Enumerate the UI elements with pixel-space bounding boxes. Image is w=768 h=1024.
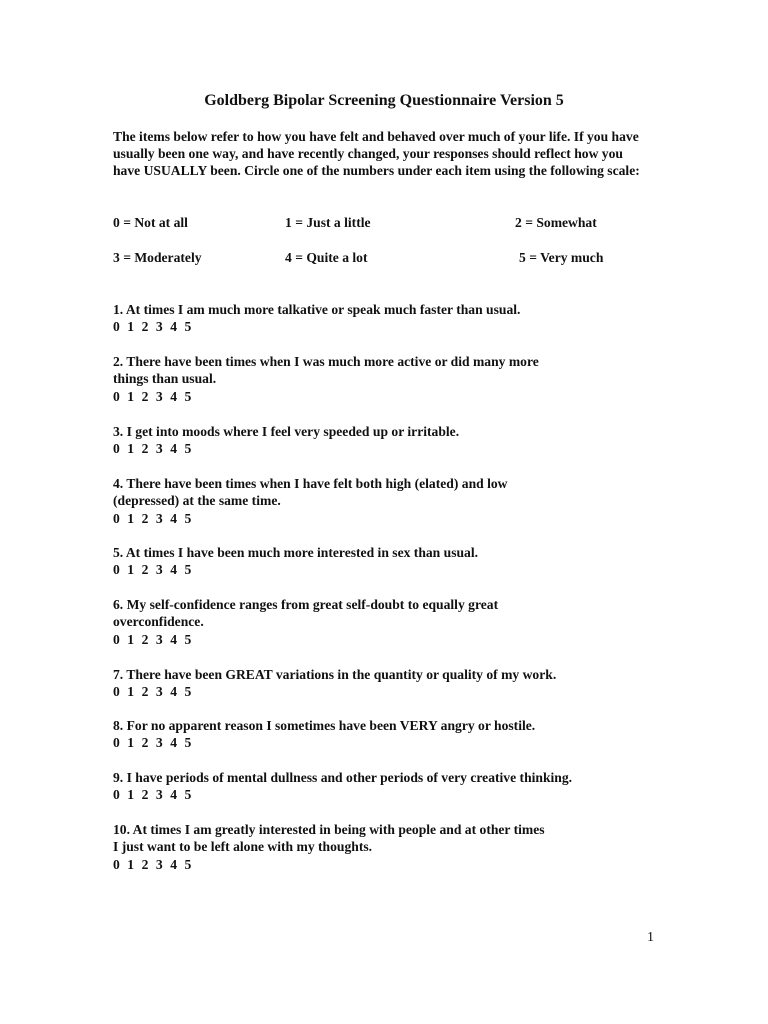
option-3[interactable]: 3 bbox=[155, 510, 163, 526]
option-5[interactable]: 5 bbox=[184, 684, 192, 700]
option-0[interactable]: 0 bbox=[113, 684, 120, 700]
answer-options bbox=[113, 856, 653, 873]
option-2[interactable]: 2 bbox=[141, 631, 149, 647]
option-5[interactable]: 5 bbox=[184, 562, 192, 578]
option-0[interactable]: 0 bbox=[113, 787, 120, 803]
option-1[interactable]: 1 bbox=[127, 441, 135, 457]
question-text: 6. My self-confidence ranges from great self-doubt to equally great overconfidence. bbox=[113, 597, 499, 630]
option-4[interactable]: 4 bbox=[170, 631, 177, 647]
question-text: 8. For no apparent reason I sometimes have been VERY angry or hostile. bbox=[113, 718, 536, 733]
option-2[interactable]: 2 bbox=[141, 684, 149, 700]
question-item bbox=[113, 717, 653, 752]
option-4[interactable]: 4 bbox=[170, 684, 177, 700]
question-item bbox=[113, 666, 653, 701]
answer-options bbox=[113, 734, 653, 751]
option-2[interactable]: 2 bbox=[141, 562, 149, 578]
option-1[interactable]: 1 bbox=[127, 562, 135, 578]
answer-options bbox=[113, 440, 653, 457]
scale-label-4: 4 = Quite a lot bbox=[285, 250, 368, 265]
answer-options bbox=[113, 631, 653, 648]
question-text: 3. I get into moods where I feel very speeded up or irritable. bbox=[113, 424, 460, 439]
option-1[interactable]: 1 bbox=[127, 388, 135, 404]
option-3[interactable]: 3 bbox=[155, 319, 163, 335]
option-4[interactable]: 4 bbox=[170, 319, 177, 335]
option-3[interactable]: 3 bbox=[155, 684, 163, 700]
option-4[interactable]: 4 bbox=[170, 856, 177, 872]
option-4[interactable]: 4 bbox=[170, 441, 177, 457]
scale-label-5: 5 = Very much bbox=[519, 250, 604, 265]
option-3[interactable]: 3 bbox=[155, 441, 163, 457]
option-5[interactable]: 5 bbox=[184, 735, 192, 751]
option-0[interactable]: 0 bbox=[113, 631, 120, 647]
question-item bbox=[113, 353, 653, 405]
scale-label-0: 0 = Not at all bbox=[113, 215, 188, 230]
option-4[interactable]: 4 bbox=[170, 562, 177, 578]
option-5[interactable]: 5 bbox=[184, 319, 192, 335]
question-item bbox=[113, 544, 653, 579]
scale-label-2: 2 = Somewhat bbox=[515, 215, 597, 230]
question-item bbox=[113, 769, 653, 804]
page-number: 1 bbox=[647, 930, 654, 945]
option-4[interactable]: 4 bbox=[170, 735, 177, 751]
option-1[interactable]: 1 bbox=[127, 735, 135, 751]
question-item bbox=[113, 475, 653, 527]
option-4[interactable]: 4 bbox=[170, 510, 177, 526]
question-text: 7. There have been GREAT variations in the quantity or quality of my work. bbox=[113, 667, 557, 682]
option-1[interactable]: 1 bbox=[127, 856, 135, 872]
question-item bbox=[113, 423, 653, 458]
scale-label-3: 3 = Moderately bbox=[113, 250, 202, 265]
option-3[interactable]: 3 bbox=[155, 856, 163, 872]
option-3[interactable]: 3 bbox=[155, 562, 163, 578]
option-5[interactable]: 5 bbox=[184, 388, 192, 404]
question-item bbox=[113, 301, 653, 336]
option-4[interactable]: 4 bbox=[170, 388, 177, 404]
option-4[interactable]: 4 bbox=[170, 787, 177, 803]
option-0[interactable]: 0 bbox=[113, 319, 120, 335]
answer-options bbox=[113, 510, 653, 527]
option-1[interactable]: 1 bbox=[127, 319, 135, 335]
question-text: 2. There have been times when I was much more active or did many more things than usual. bbox=[113, 354, 539, 387]
question-text: 5. At times I have been much more interested in sex than usual. bbox=[113, 545, 479, 560]
question-text: 9. I have periods of mental dullness and other periods of very creative thinking. bbox=[113, 770, 573, 785]
option-0[interactable]: 0 bbox=[113, 735, 120, 751]
option-2[interactable]: 2 bbox=[141, 735, 149, 751]
option-1[interactable]: 1 bbox=[127, 684, 135, 700]
option-0[interactable]: 0 bbox=[113, 562, 120, 578]
option-0[interactable]: 0 bbox=[113, 856, 120, 872]
option-2[interactable]: 2 bbox=[141, 319, 149, 335]
question-text: 4. There have been times when I have felt both high (elated) and low (depressed) at the same time. bbox=[113, 476, 508, 509]
option-5[interactable]: 5 bbox=[184, 441, 192, 457]
question-item bbox=[113, 596, 653, 648]
option-3[interactable]: 3 bbox=[155, 787, 163, 803]
option-0[interactable]: 0 bbox=[113, 510, 120, 526]
answer-options bbox=[113, 683, 653, 700]
option-2[interactable]: 2 bbox=[141, 510, 149, 526]
question-text: 10. At times I am greatly interested in being with people and at other times I just want to be left alone with my thoughts. bbox=[113, 822, 545, 855]
option-3[interactable]: 3 bbox=[155, 735, 163, 751]
option-2[interactable]: 2 bbox=[141, 388, 149, 404]
option-1[interactable]: 1 bbox=[127, 787, 135, 803]
option-5[interactable]: 5 bbox=[184, 787, 192, 803]
option-3[interactable]: 3 bbox=[155, 631, 163, 647]
option-5[interactable]: 5 bbox=[184, 510, 192, 526]
option-5[interactable]: 5 bbox=[184, 631, 192, 647]
answer-options bbox=[113, 318, 653, 335]
question-text: 1. At times I am much more talkative or speak much faster than usual. bbox=[113, 302, 521, 317]
scale-label-1: 1 = Just a little bbox=[285, 215, 371, 230]
option-1[interactable]: 1 bbox=[127, 631, 135, 647]
answer-options bbox=[113, 561, 653, 578]
option-0[interactable]: 0 bbox=[113, 441, 120, 457]
answer-options bbox=[113, 388, 653, 405]
option-2[interactable]: 2 bbox=[141, 856, 149, 872]
option-1[interactable]: 1 bbox=[127, 510, 135, 526]
option-0[interactable]: 0 bbox=[113, 388, 120, 404]
page-title: Goldberg Bipolar Screening Questionnaire Version 5 bbox=[204, 92, 564, 109]
option-3[interactable]: 3 bbox=[155, 388, 163, 404]
answer-options bbox=[113, 786, 653, 803]
option-2[interactable]: 2 bbox=[141, 787, 149, 803]
question-item bbox=[113, 821, 653, 873]
option-2[interactable]: 2 bbox=[141, 441, 149, 457]
option-5[interactable]: 5 bbox=[184, 856, 192, 872]
instructions-paragraph: The items below refer to how you have felt and behaved over much of your life. If you have usually been one way, and have recently changed, your responses should reflect how you have USUALLY been. Circle one of the numbers under each item using the following scale: bbox=[113, 129, 640, 178]
